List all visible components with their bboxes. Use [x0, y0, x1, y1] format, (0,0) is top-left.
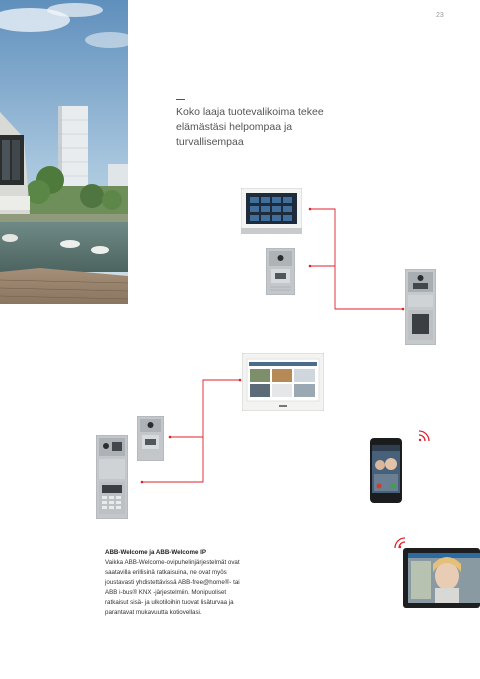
page-number: 23	[436, 12, 444, 19]
body-line: ratkaisut sisä- ja ulkotiloihin tuovat lisäturvaa ja	[105, 599, 234, 606]
indoor-display-panel	[242, 353, 324, 411]
body-text	[105, 548, 305, 618]
headline-line: turvallisempaa	[176, 136, 244, 148]
tablet	[391, 536, 480, 608]
outdoor-station-small	[266, 248, 295, 295]
indoor-touch-panel	[241, 188, 302, 234]
connector-line	[310, 209, 403, 309]
outdoor-station-tall	[405, 269, 436, 345]
body-title: ABB-Welcome ja ABB-Welcome IP	[105, 549, 206, 556]
headline-line: elämästäsi helpompaa ja	[176, 121, 293, 133]
body-line: Vaikka ABB-Welcome-ovipuhelinjärjestelmät ovat	[105, 559, 240, 566]
body-line: ABB i-bus® KNX -järjestelmiin. Monipuoliset	[105, 589, 227, 596]
body-line: parantavat mukavuutta kotiovellasi.	[105, 609, 202, 616]
outdoor-station-keypad	[96, 435, 128, 519]
smartphone	[369, 428, 435, 504]
body-line: joustavasti yhdistettävissä ABB-free@home®- tai	[105, 579, 240, 586]
body-line: saatavilla erillisinä ratkaisuina, ne ovat myös	[105, 569, 227, 576]
outdoor-station-small-2	[137, 416, 164, 461]
headline-line: Koko laaja tuotevalikoima tekee	[176, 106, 324, 118]
